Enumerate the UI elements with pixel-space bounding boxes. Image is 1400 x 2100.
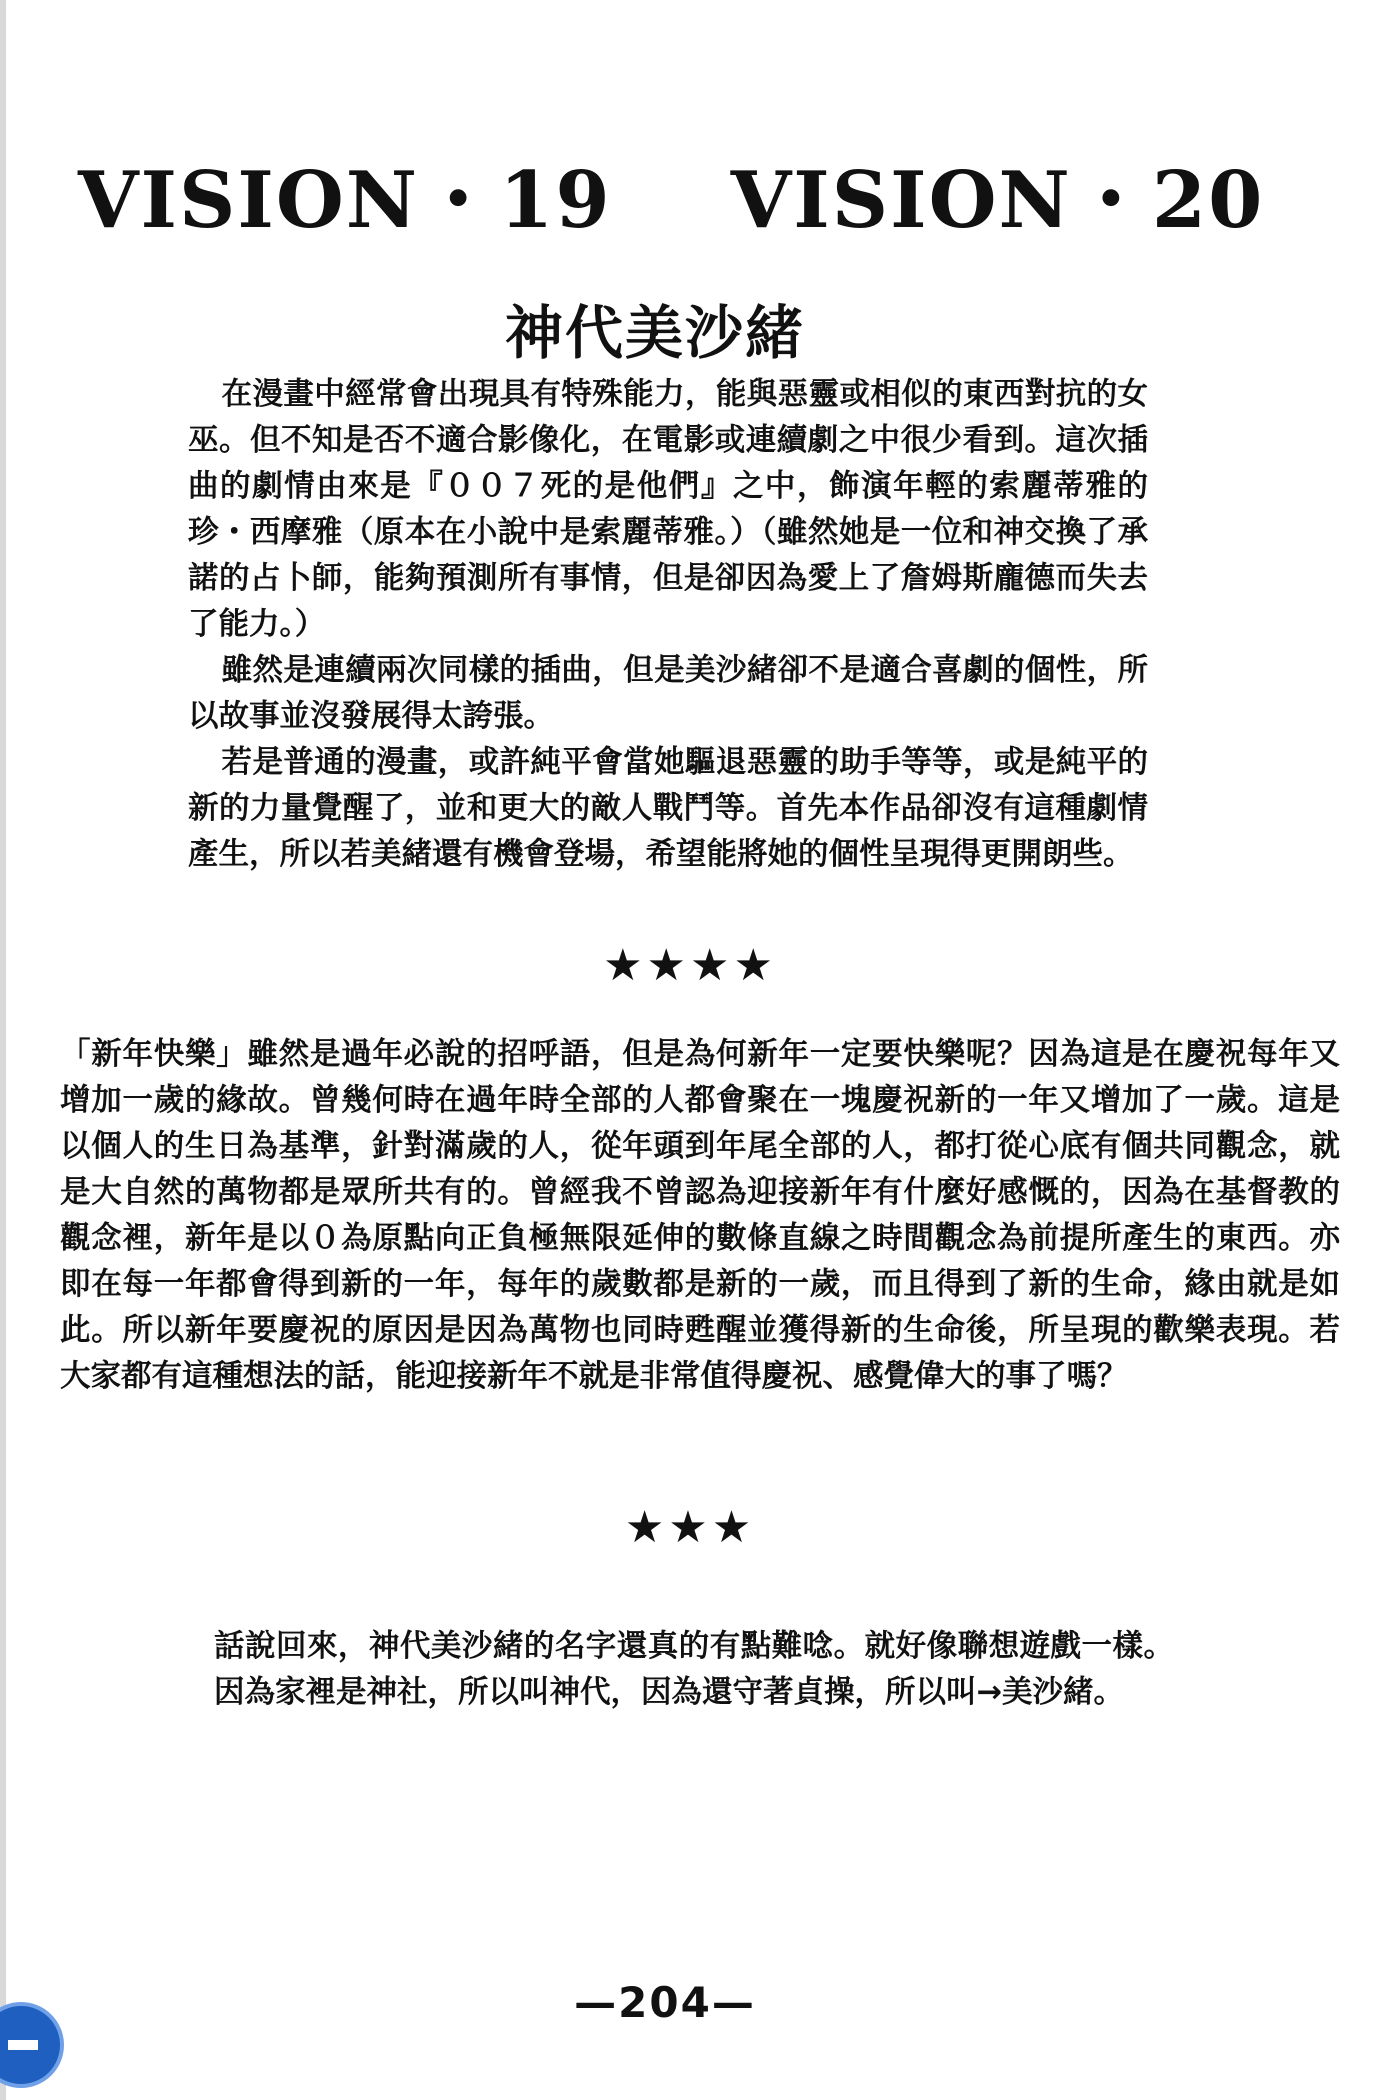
star-divider-3: ★★★ (624, 1502, 756, 1553)
paragraph-3: 若是普通的漫畫，或許純平會當她驅退惡靈的助手等等，或是純平的新的力量覺醒了，並和更大的敵人戰鬥等。首先本作品卻沒有這種劇情產生，所以若美緒還有機會登場，希望能將她的個性呈現得更開朗些。 (188, 745, 1148, 872)
section-title: 神代美沙緒 (504, 299, 805, 367)
chapter-header (78, 138, 1265, 250)
star-divider-4: ★★★★ (603, 940, 777, 991)
paragraph-1: 在漫畫中經常會出現具有特殊能力，能與惡靈或相似的東西對抗的女巫。但不知是否不適合影像化，在電影或連續劇之中很少看到。這次插曲的劇情由來是『００７死的是他們』之中，飾演年輕的索麗蒂雅的珍・西摩雅（原本在小說中是索麗蒂雅。）（雖然她是一位和神交換了承諾的占卜師，能夠預測所有事情，但是卻因為愛上了詹姆斯龐德而失去了能力。） (188, 377, 1148, 642)
section3-text (214, 1624, 1174, 1716)
paragraph-newyear: 「新年快樂」雖然是過年必說的招呼語，但是為何新年一定要快樂呢？因為這是在慶祝每年又增加一歲的緣故。曾幾何時在過年時全部的人都會聚在一塊慶祝新的一年又增加了一歲。這是以個人的生日為基準，針對滿歲的人，從年頭到年尾全部的人，都打從心底有個共同觀念，就是大自然的萬物都是眾所共有的。曾經我不曾認為迎接新年有什麼好感慨的，因為在基督教的觀念裡，新年是以０為原點向正負極無限延伸的數條直線之時間觀念為前提所產生的東西。亦即在每一年都會得到新的一年，每年的歲數都是新的一歲，而且得到了新的生命，緣由就是如此。所以新年要慶祝的原因是因為萬物也同時甦醒並獲得新的生命後，所呈現的歡樂表現。若大家都有這種想法的話，能迎接新年不就是非常值得慶祝、感覺偉大的事了嗎？ (60, 1037, 1340, 1394)
section1-text (188, 372, 1148, 878)
vision-20-label: VISION・20 (730, 155, 1265, 246)
paragraph-2: 雖然是連續兩次同樣的插曲，但是美沙緒卻不是適合喜劇的個性，所以故事並沒發展得太誇張。 (188, 653, 1148, 734)
paragraph-name: 話說回來，神代美沙緒的名字還真的有點難唸。就好像聯想遊戲一樣。因為家裡是神社，所以叫神代，因為還守著貞操，所以叫→美沙緒。 (214, 1629, 1174, 1710)
vision-19-label: VISION・19 (78, 155, 612, 246)
page-number: —204— (574, 1978, 756, 2027)
section2-text (60, 1032, 1340, 1400)
